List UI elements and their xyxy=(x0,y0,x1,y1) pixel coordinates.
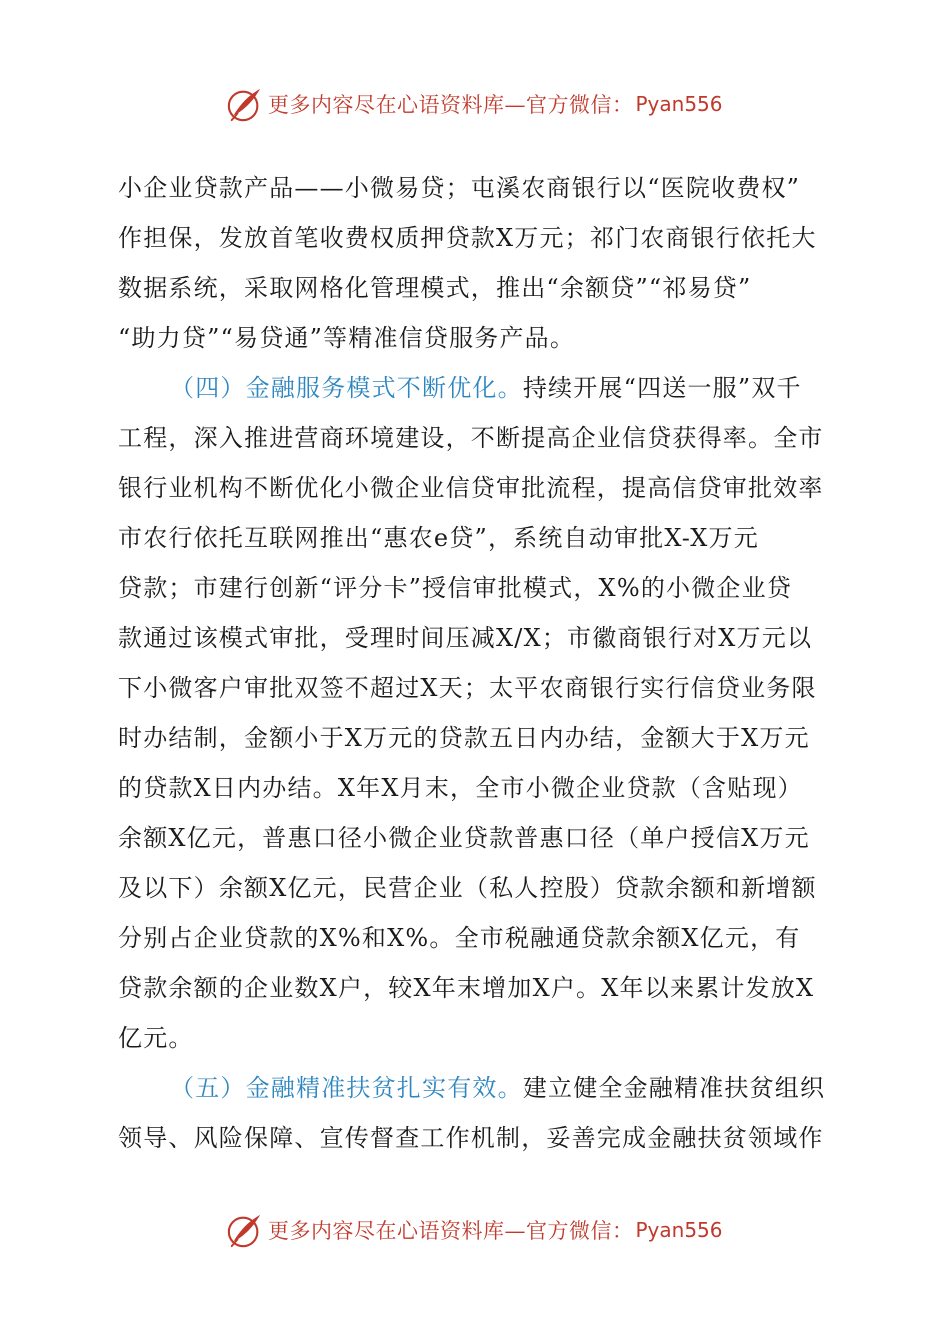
section-5 xyxy=(118,1063,836,1163)
text-line: 银行业机构不断优化小微企业信贷审批流程，提高信贷审批效率 xyxy=(118,474,824,502)
text-line: 领导、风险保障、宣传督查工作机制，妥善完成金融扶贫领域作 xyxy=(118,1124,824,1152)
section-5-heading: （五）金融精准扶贫扎实有效。 xyxy=(170,1074,523,1102)
brand-text: 更多内容尽在心语资料库—官方微信： xyxy=(268,93,634,117)
section-4-heading: （四）金融服务模式不断优化。 xyxy=(170,374,523,402)
text-line: 款通过该模式审批，受理时间压减X/X；市徽商银行对X万元以 xyxy=(118,624,813,652)
text-line: 作担保，发放首笔收费权质押贷款X万元；祁门农商银行依托大 xyxy=(118,224,817,252)
text-span: 建立健全金融精准扶贫组织 xyxy=(522,1074,826,1102)
text-line: 及以下）余额X亿元，民营企业（私人控股）贷款余额和新增额 xyxy=(118,874,817,902)
text-line: 数据系统，采取网格化管理模式，推出“余额贷”“祁易贷” xyxy=(118,274,752,302)
text-line: 贷款余额的企业数X户，较X年末增加X户。X年以来累计发放X xyxy=(118,974,815,1002)
text-line: 工程，深入推进营商环境建设，不断提高企业信贷获得率。全市 xyxy=(118,424,824,452)
text-line: 时办结制，金额小于X万元的贷款五日内办结，金额大于X万元 xyxy=(118,724,810,752)
document-body xyxy=(118,163,836,1163)
text-line: 亿元。 xyxy=(118,1024,194,1052)
text-line: 市农行依托互联网推出“惠农e贷”，系统自动审批X-X万元 xyxy=(118,524,759,552)
text-line: 贷款；市建行创新“评分卡”授信审批模式，X%的小微企业贷 xyxy=(118,574,793,602)
quill-logo-icon xyxy=(226,85,264,123)
text-line: “助力贷”“易贷通”等精准信贷服务产品。 xyxy=(118,324,576,352)
text-line: 的贷款X日内办结。X年X月末，全市小微企业贷款（含贴现） xyxy=(118,774,803,802)
text-line: 余额X亿元，普惠口径小微企业贷款普惠口径（单户授信X万元 xyxy=(118,824,810,852)
text-line: 下小微客户审批双签不超过X天；太平农商银行实行信贷业务限 xyxy=(118,674,817,702)
brand-wechat-id: Pyan556 xyxy=(635,1218,723,1242)
text-span: 持续开展“四送一服”双千 xyxy=(522,374,802,402)
section-4-first-line xyxy=(118,363,836,413)
header-watermark xyxy=(226,84,723,124)
quill-logo-icon xyxy=(226,1211,264,1249)
section-4 xyxy=(118,363,836,1063)
brand-text: 更多内容尽在心语资料库—官方微信： xyxy=(268,1219,634,1243)
footer-watermark xyxy=(226,1210,723,1250)
paragraph-products xyxy=(118,163,836,363)
brand-wechat-id: Pyan556 xyxy=(635,92,723,116)
text-line: 小企业贷款产品——小微易贷；屯溪农商银行以“医院收费权” xyxy=(118,174,801,202)
text-line: 分别占企业贷款的X%和X%。全市税融通贷款余额X亿元，有 xyxy=(118,924,801,952)
section-5-first-line xyxy=(118,1063,836,1113)
